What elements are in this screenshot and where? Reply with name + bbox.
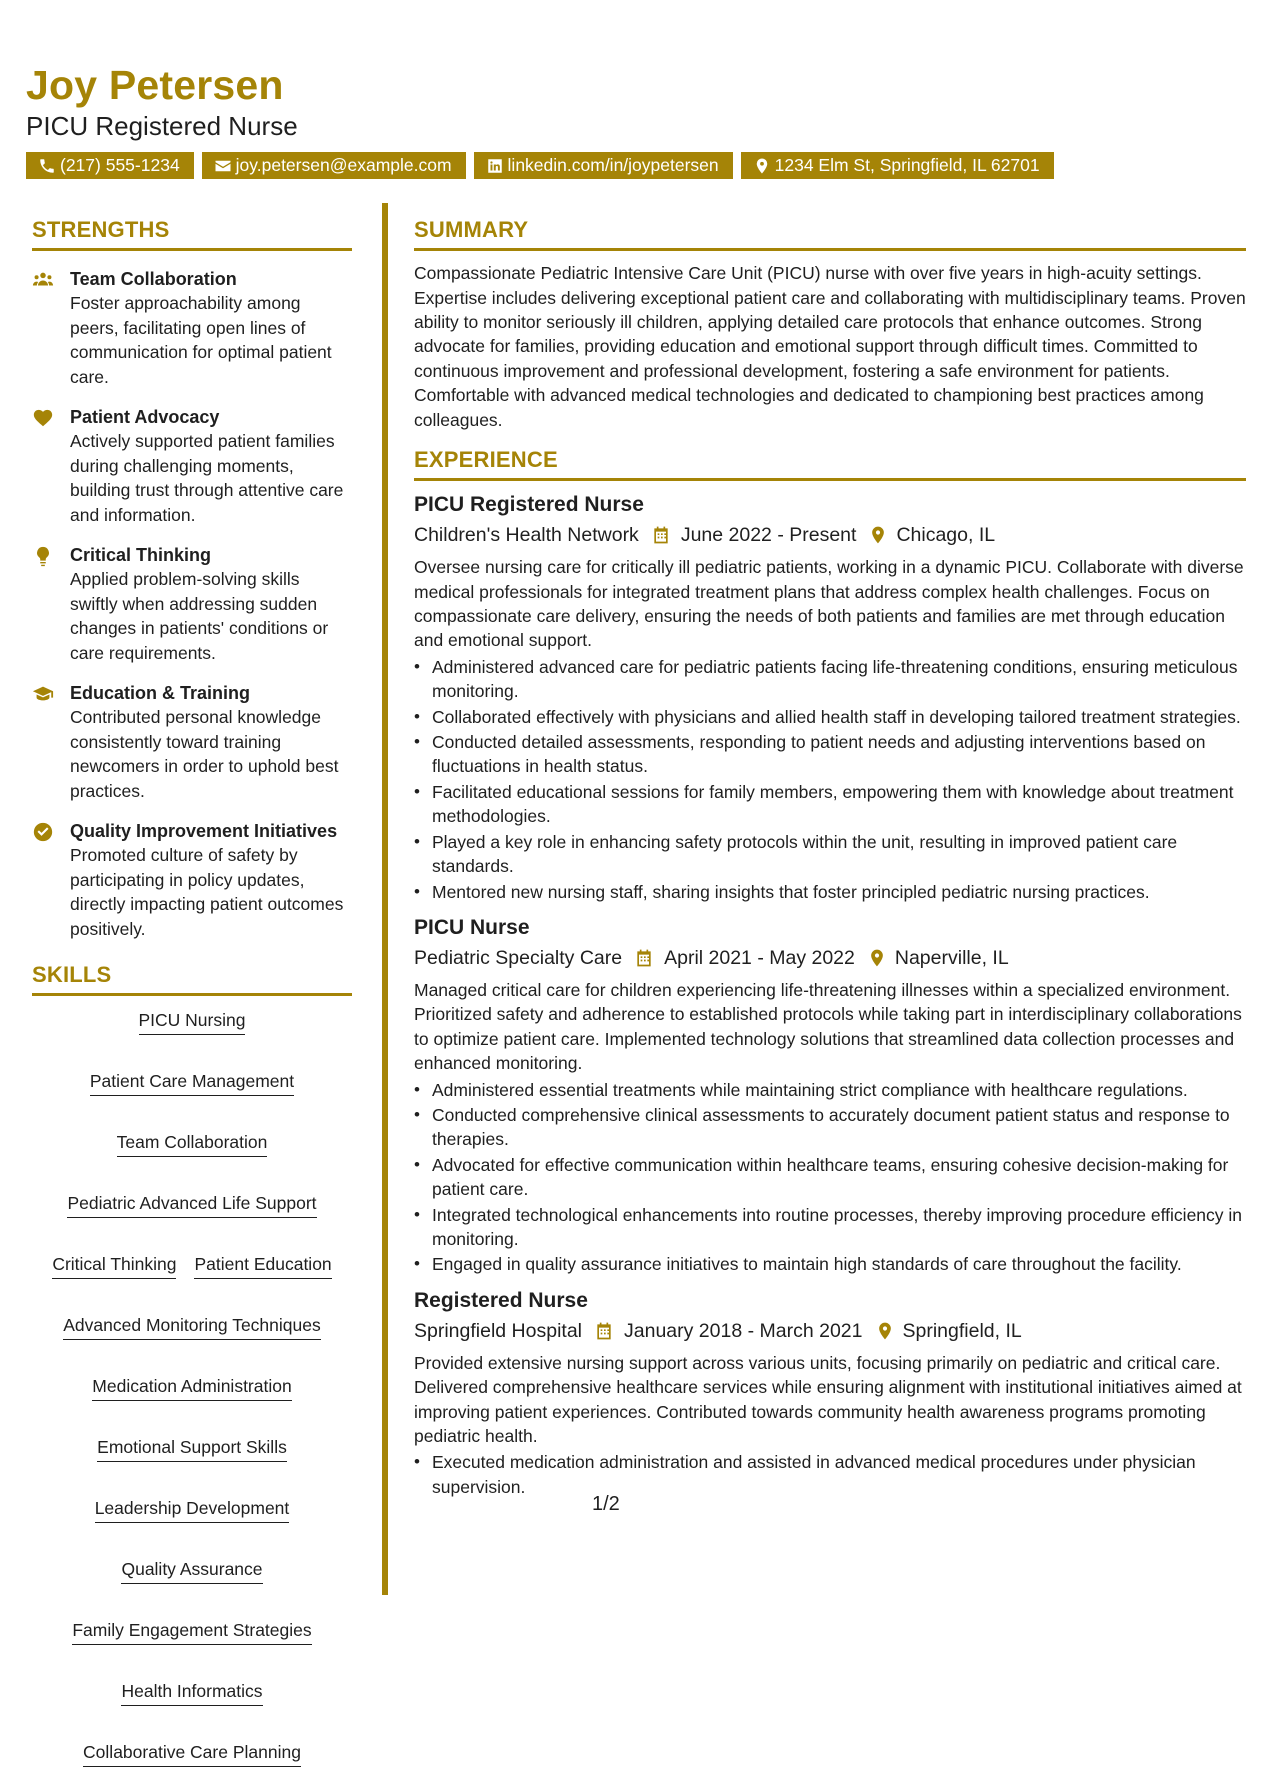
bullet-item: • Collaborated effectively with physicians and allied health staff in developing tailored treatment strategies. (414, 705, 1246, 729)
contact-email-text: joy.petersen@example.com (235, 155, 452, 175)
strength-desc: Actively supported patient families during challenging moments, building trust through attentive care and information. (70, 431, 344, 525)
skill-tag: Patient Education (194, 1252, 331, 1279)
summary-heading: SUMMARY (414, 218, 1246, 251)
job-description: Managed critical care for children experiencing life-threatening illnesses within a specialized environment. Prioritized safety and adherence to established protocols while taking part in interdisciplinary collaborations to optimize patient care. Implemented technology solutions that streamlined data collection processes and enhanced monitoring. (414, 979, 1242, 1074)
lightbulb-icon (32, 545, 54, 567)
calendar-icon (634, 948, 654, 968)
page-number: 1/2 (592, 1493, 620, 1515)
job-meta (414, 944, 1246, 972)
contact-phone-text: (217) 555-1234 (60, 155, 180, 175)
job-dates: April 2021 - May 2022 (664, 946, 855, 969)
job-location: Chicago, IL (896, 524, 996, 547)
contact-address[interactable] (741, 152, 1054, 179)
skill-tag: Quality Assurance (121, 1557, 262, 1584)
phone-icon (38, 157, 56, 175)
location-pin-icon (875, 1321, 895, 1341)
job-description: Provided extensive nursing support across various units, focusing primarily on pediatric and critical care. Delivered comprehensive healthcare services while ensuring alignment with institutional initiatives aimed at improving patient experiences. Contributed towards community health awareness programs promoting pediatric health. (414, 1352, 1242, 1446)
job-dates: January 2018 - March 2021 (624, 1319, 863, 1342)
strength-title: Critical Thinking (70, 545, 212, 566)
skill-tag: PICU Nursing (139, 1008, 246, 1035)
right-column (414, 218, 1246, 1500)
job-location: Springfield, IL (902, 1319, 1022, 1342)
bullet-item: • Administered advanced care for pediatric patients facing life-threatening conditions, ensuring meticulous monitoring. (414, 655, 1246, 704)
job-meta (414, 521, 1246, 549)
column-divider (382, 203, 388, 1595)
bullet-item: • Conducted comprehensive clinical assessments to accurately document patient status and response to therapies. (414, 1103, 1246, 1152)
bullet-item: • Engaged in quality assurance initiatives to maintain high standards of care throughout the facility. (414, 1252, 1246, 1276)
strength-item (32, 405, 352, 527)
strength-title: Patient Advocacy (70, 407, 220, 428)
experience-heading: EXPERIENCE (414, 448, 1246, 481)
skill-tag: Advanced Monitoring Techniques (63, 1313, 320, 1340)
skill-tag: Leadership Development (95, 1496, 290, 1523)
job-entry (414, 491, 1246, 904)
contact-email[interactable] (202, 152, 466, 179)
job-bullets (414, 655, 1246, 904)
job-company: Children's Health Network (414, 524, 639, 547)
job-entry (414, 914, 1246, 1277)
job-title: Registered Nurse (414, 1288, 588, 1312)
users-icon (32, 269, 54, 291)
job-location: Naperville, IL (894, 946, 1009, 969)
job-company: Pediatric Specialty Care (414, 946, 623, 969)
job-entry (414, 1287, 1246, 1499)
job-description: Oversee nursing care for critically ill pediatric patients, working in a dynamic PICU. Collaborate with diverse medical professionals for integrated treatment plans that address complex health challenges. Focus on compassionate care delivery, ensuring the needs of both patients and families are met through education and emotional support. (414, 557, 1244, 651)
bullet-item: • Facilitated educational sessions for family members, empowering them with knowledge about treatment methodologies. (414, 780, 1246, 829)
skill-tag: Critical Thinking (52, 1252, 176, 1279)
skills-heading: SKILLS (32, 963, 352, 996)
left-column (32, 218, 352, 1767)
job-dates: June 2022 - Present (680, 524, 857, 547)
job-bullets (414, 1078, 1246, 1277)
contact-linkedin-text: linkedin.com/in/joypetersen (507, 155, 719, 175)
strength-item (32, 681, 352, 803)
strength-title: Team Collaboration (70, 269, 237, 290)
bullet-item: • Integrated technological enhancements into routine processes, thereby improving procedure efficiency in monitoring. (414, 1203, 1246, 1252)
job-meta (414, 1317, 1246, 1345)
location-pin-icon (753, 157, 771, 175)
contact-bar (26, 152, 1054, 179)
job-company: Springfield Hospital (414, 1319, 583, 1342)
strength-desc: Applied problem-solving skills swiftly when addressing sudden changes in patients' conditions or care requirements. (70, 569, 329, 663)
resume-header (26, 62, 298, 142)
job-title: PICU Registered Nurse (414, 493, 644, 517)
calendar-icon (651, 525, 671, 545)
skill-tag: Patient Care Management (90, 1069, 294, 1096)
strengths-heading: STRENGTHS (32, 218, 352, 251)
graduation-cap-icon (32, 683, 54, 705)
check-circle-icon (32, 821, 54, 843)
bullet-item: • Conducted detailed assessments, responding to patient needs and adjusting interventions based on fluctuations in health status. (414, 730, 1246, 779)
skill-tag: Team Collaboration (117, 1130, 268, 1157)
contact-address-text: 1234 Elm St, Springfield, IL 62701 (774, 155, 1040, 175)
bullet-item: • Administered essential treatments while maintaining strict compliance with healthcare regulations. (414, 1078, 1246, 1102)
strength-desc: Foster approachability among peers, facilitating open lines of communication for optimal patient care. (70, 293, 332, 387)
skill-tag: Pediatric Advanced Life Support (67, 1191, 316, 1218)
skill-tag: Collaborative Care Planning (83, 1740, 301, 1767)
bullet-item: • Played a key role in enhancing safety protocols within the unit, resulting in improved patient care standards. (414, 830, 1246, 879)
skill-tag: Health Informatics (121, 1679, 262, 1706)
skills-list (32, 1008, 352, 1767)
strength-title: Education & Training (70, 683, 251, 704)
skill-tag: Emotional Support Skills (97, 1435, 287, 1462)
candidate-name: Joy Petersen (26, 62, 284, 108)
location-pin-icon (868, 525, 888, 545)
job-bullets (414, 1450, 1246, 1499)
heart-icon (32, 407, 54, 429)
bullet-item: • Executed medication administration and assisted in advanced medical procedures under physician supervision. (414, 1450, 1246, 1499)
bullet-item: • Mentored new nursing staff, sharing insights that foster principled pediatric nursing practices. (414, 880, 1246, 904)
strength-desc: Contributed personal knowledge consistently toward training newcomers in order to uphold best practices. (70, 707, 339, 801)
summary-text: Compassionate Pediatric Intensive Care Unit (PICU) nurse with over five years in high-acuity settings. Expertise includes delivering exceptional patient care and collaborating with multidisciplinary teams. Proven ability to monitor seriously ill children, applying detailed care protocols that enhance outcomes. Strong advocate for families, providing education and emotional support through difficult times. Committed to continuous improvement and professional development, fostering a safe environment for patients. Comfortable with advanced medical technologies and dedicated to championing best practices among colleagues. (414, 263, 1246, 430)
candidate-title: PICU Registered Nurse (26, 111, 298, 142)
strength-item (32, 267, 352, 389)
skill-tag: Medication Administration (92, 1374, 291, 1401)
strength-desc: Promoted culture of safety by participating in policy updates, directly impacting patient outcomes positively. (70, 845, 344, 939)
strength-item (32, 543, 352, 665)
contact-phone[interactable] (26, 152, 194, 179)
linkedin-icon (486, 157, 504, 175)
location-pin-icon (867, 948, 887, 968)
skill-tag: Family Engagement Strategies (72, 1618, 311, 1645)
bullet-item: • Advocated for effective communication within healthcare teams, ensuring cohesive decision-making for patient care. (414, 1153, 1246, 1202)
envelope-icon (214, 157, 232, 175)
strength-title: Quality Improvement Initiatives (70, 821, 338, 842)
job-title: PICU Nurse (414, 915, 530, 939)
contact-linkedin[interactable] (474, 152, 733, 179)
calendar-icon (594, 1321, 614, 1341)
strength-item (32, 819, 352, 941)
